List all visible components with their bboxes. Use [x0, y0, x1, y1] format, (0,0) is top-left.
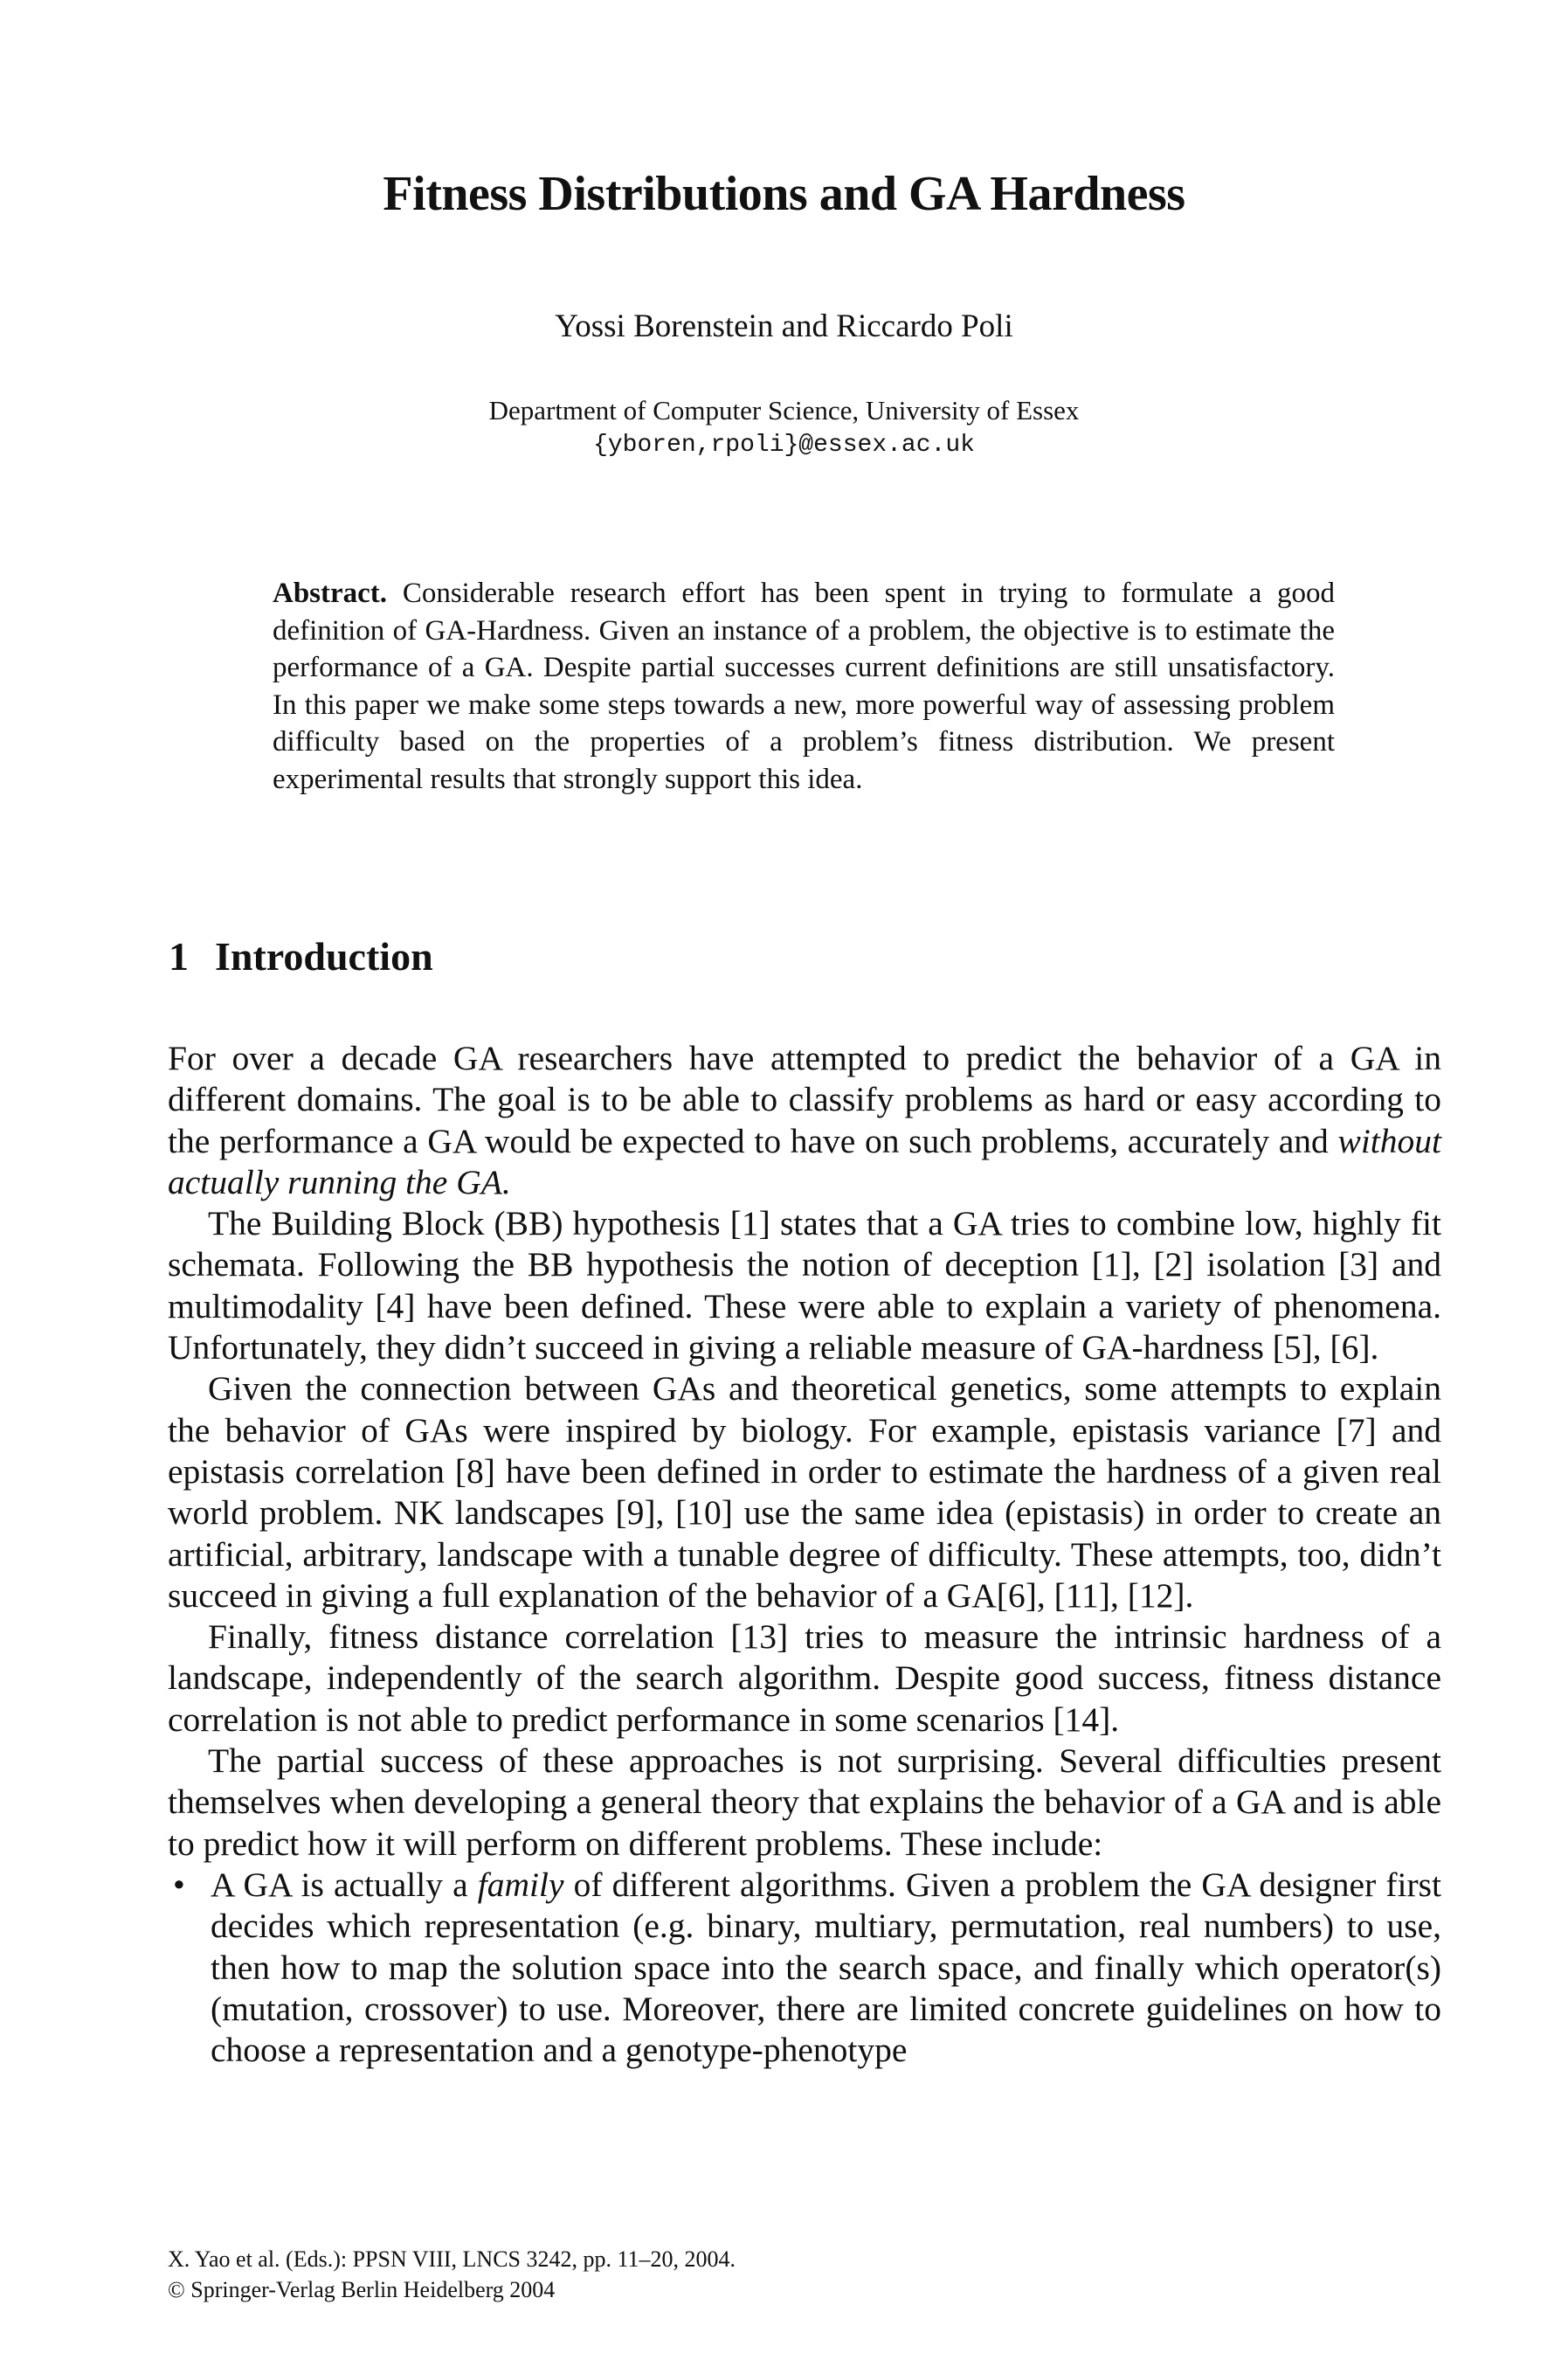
copyright-line: © Springer-Verlag Berlin Heidelberg 2004: [168, 2277, 556, 2302]
body-text: [168, 1038, 1441, 2071]
affiliation-block: [0, 393, 1568, 463]
author-email: {yboren,rpoli}@essex.ac.uk: [593, 432, 975, 459]
list-item-text: of different algorithms. Given a problem the GA designer first decides which representation (e.g. binary, multiary, permutation, real numbers) to use, then how to map the solution space into the search space, and finally which operator(s) (mutation, crossover) to use. Moreover, there are limited concrete guidelines on how to choose a representation and a genotype-phenotype: [211, 1865, 1441, 2070]
paragraph: Given the connection between GAs and theoretical genetics, some attempts to explain the behavior of GAs were inspired by biology. For example, epistasis variance [7] and epistasis correlation [8] have been defined in order to estimate the hardness of a given real world problem. NK landscapes [9], [10] use the same idea (epistasis) in order to create an artificial, arbitrary, landscape with a tunable degree of difficulty. These attempts, too, didn’t succeed in giving a full explanation of the behavior of a GA[6], [11], [12].: [168, 1369, 1441, 1615]
paragraph: Finally, fitness distance correlation [13] tries to measure the intrinsic hardness of a landscape, independently of the search algorithm. Despite good success, fitness distance correlation is not able to predict performance in some scenarios [14].: [168, 1617, 1441, 1739]
paper-title: Fitness Distributions and GA Hardness: [383, 167, 1185, 221]
affiliation: Department of Computer Science, University of Essex: [488, 395, 1080, 426]
citation-line: X. Yao et al. (Eds.): PPSN VIII, LNCS 3242, pp. 11–20, 2004.: [168, 2246, 736, 2272]
list-item: [168, 1865, 1441, 2071]
abstract-label: Abstract.: [273, 578, 388, 609]
paragraph: The partial success of these approaches is not surprising. Several difficulties present themselves when developing a general theory that explains the behavior of a GA and is able to predict how it will perform on different problems. These include:: [168, 1741, 1441, 1863]
author-list: Yossi Borenstein and Riccardo Poli: [555, 308, 1013, 344]
paragraph: [168, 1038, 1441, 1203]
section-number: 1: [169, 934, 189, 979]
paragraph: The Building Block (BB) hypothesis [1] states that a GA tries to combine low, highly fit schemata. Following the BB hypothesis the notion of deception [1], [2] isolation [3] and multimodality [4] have been defined. These were able to explain a variety of phenomena. Unfortunately, they didn’t succeed in giving a reliable measure of GA-hardness [5], [6].: [168, 1204, 1441, 1367]
publication-footer: [168, 2244, 736, 2305]
emphasis-text: without actually running the GA.: [168, 1121, 1442, 1201]
section-title: Introduction: [215, 934, 433, 979]
paragraph-text: For over a decade GA researchers have attempted to predict the behavior of a GA in different domains. The goal is to be able to classify problems as hard or easy according to the performance a GA would be expected to have on such problems, accurately and: [168, 1039, 1441, 1160]
abstract-text: Considerable research effort has been spent in trying to formulate a good definition of GA-Hardness. Given an instance of a problem, the objective is to estimate the performance of a GA. Despite partial successes current definitions are still unsatisfactory. In this paper we make some steps towards a new, more powerful way of assessing problem difficulty based on the properties of a problem’s fitness distribution. We present experimental results that strongly support this idea.: [273, 578, 1335, 795]
bullet-list: [168, 1865, 1441, 2071]
abstract: [273, 575, 1335, 799]
list-item-text: A GA is actually a: [211, 1865, 468, 1904]
section-heading: [169, 933, 433, 979]
emphasis-text: family: [477, 1865, 564, 1904]
bullet-icon: •: [173, 1865, 185, 1904]
